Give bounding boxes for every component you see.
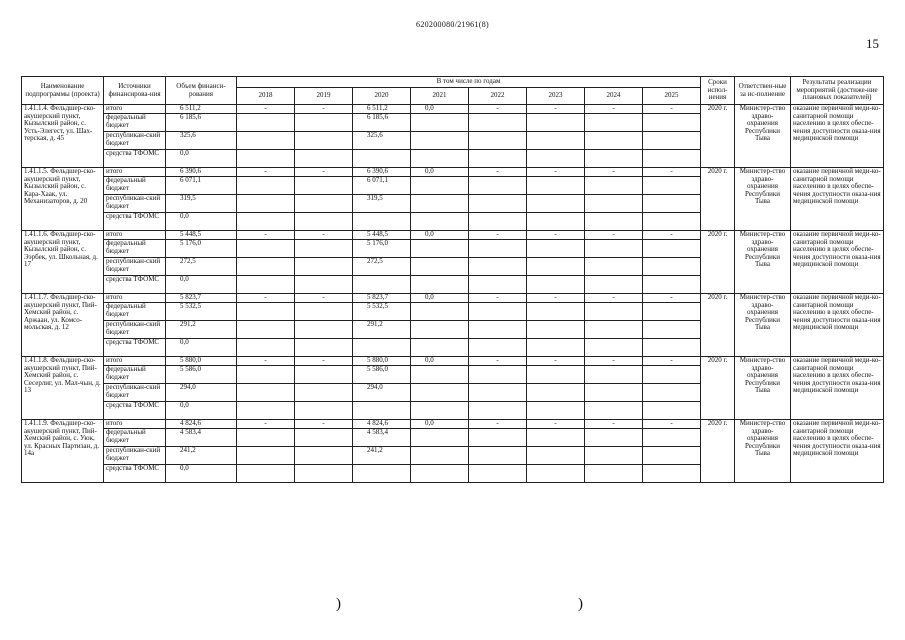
year-value-cell	[411, 177, 469, 195]
year-value-cell	[527, 177, 585, 195]
project-name-cell: 1.41.1.4. Фельдшер-ско-акушерский пункт, Кызылский район, с. Усть-Элегест, ул. Шах-терская, д. 45	[22, 105, 104, 168]
year-value-cell: 272,5	[353, 258, 411, 276]
volume-cell: 6 185,6	[166, 114, 237, 132]
year-value-cell	[643, 276, 701, 294]
result-cell: оказание первичной меди-ко-санитарной помощи населению в целях обеспе-чения доступности оказа-ния медицинской помощи	[791, 105, 884, 168]
header-year: 2018	[237, 88, 295, 105]
year-value-cell	[527, 150, 585, 168]
year-value-cell	[527, 132, 585, 150]
year-value-cell	[643, 258, 701, 276]
year-value-cell: -	[585, 294, 643, 303]
year-value-cell	[585, 321, 643, 339]
year-value-cell	[469, 177, 527, 195]
year-value-cell	[353, 339, 411, 357]
year-value-cell	[643, 213, 701, 231]
year-value-cell	[353, 402, 411, 420]
year-value-cell: -	[295, 357, 353, 366]
year-value-cell	[585, 465, 643, 483]
result-cell: оказание первичной меди-ко-санитарной помощи населению в целях обеспе-чения доступности оказа-ния медицинской помощи	[791, 420, 884, 483]
year-value-cell	[411, 114, 469, 132]
year-value-cell: 0,0	[411, 231, 469, 240]
source-cell: федеральный бюджет	[104, 366, 166, 384]
deadline-cell: 2020 г.	[701, 420, 735, 483]
year-value-cell	[585, 429, 643, 447]
header-year: 2025	[643, 88, 701, 105]
year-value-cell	[237, 240, 295, 258]
deadline-cell: 2020 г.	[701, 105, 735, 168]
year-value-cell	[295, 429, 353, 447]
year-value-cell: 5 586,0	[353, 366, 411, 384]
year-value-cell: -	[643, 294, 701, 303]
volume-cell: 0,0	[166, 150, 237, 168]
year-value-cell: -	[643, 420, 701, 429]
page-number: 15	[866, 36, 879, 51]
year-value-cell: -	[469, 168, 527, 177]
year-value-cell	[469, 258, 527, 276]
year-value-cell: 5 823,7	[353, 294, 411, 303]
table-row	[22, 231, 884, 240]
year-value-cell: 4 583,4	[353, 429, 411, 447]
table-row	[22, 168, 884, 177]
year-value-cell	[237, 465, 295, 483]
year-value-cell	[585, 402, 643, 420]
footer-mark: )	[336, 596, 341, 612]
year-value-cell	[643, 465, 701, 483]
year-value-cell	[295, 240, 353, 258]
year-value-cell	[643, 303, 701, 321]
year-value-cell	[585, 366, 643, 384]
year-value-cell: -	[237, 420, 295, 429]
year-value-cell	[527, 465, 585, 483]
volume-cell: 0,0	[166, 339, 237, 357]
year-value-cell: -	[295, 420, 353, 429]
year-value-cell: 6 071,1	[353, 177, 411, 195]
year-value-cell	[295, 465, 353, 483]
year-value-cell	[643, 240, 701, 258]
year-value-cell	[295, 384, 353, 402]
document-id: 620200080/21961(8)	[416, 20, 489, 29]
year-value-cell	[527, 384, 585, 402]
year-value-cell	[469, 195, 527, 213]
year-value-cell	[585, 213, 643, 231]
year-value-cell: -	[643, 357, 701, 366]
year-value-cell: -	[237, 357, 295, 366]
year-value-cell: -	[527, 294, 585, 303]
volume-cell: 0,0	[166, 465, 237, 483]
year-value-cell	[527, 429, 585, 447]
year-value-cell	[527, 402, 585, 420]
header-deadline: Сроки испол-нения	[701, 77, 735, 105]
volume-cell: 0,0	[166, 213, 237, 231]
year-value-cell	[643, 150, 701, 168]
year-value-cell	[411, 213, 469, 231]
year-value-cell	[585, 258, 643, 276]
year-value-cell: 291,2	[353, 321, 411, 339]
year-value-cell	[411, 240, 469, 258]
year-value-cell	[585, 195, 643, 213]
volume-cell: 6 390,6	[166, 168, 237, 177]
source-cell: итого	[104, 357, 166, 366]
year-value-cell: -	[585, 105, 643, 114]
year-value-cell	[527, 258, 585, 276]
deadline-cell: 2020 г.	[701, 231, 735, 294]
year-value-cell: -	[295, 294, 353, 303]
project-name-cell: 1.41.1.7. Фельдшер-ско-акушерский пункт, Пий-Хемский район, с. Аржаан, ул. Комсо-мольская, д. 12	[22, 294, 104, 357]
table-body	[22, 105, 884, 483]
year-value-cell: 0,0	[411, 294, 469, 303]
year-value-cell	[237, 402, 295, 420]
year-value-cell	[411, 402, 469, 420]
year-value-cell	[643, 366, 701, 384]
responsible-cell: Министер-ство здраво-охранения Республики Тыва	[735, 105, 791, 168]
year-value-cell: 6 390,6	[353, 168, 411, 177]
header-sources: Источники финансирова-ния	[104, 77, 166, 105]
year-value-cell	[469, 303, 527, 321]
year-value-cell: -	[237, 168, 295, 177]
responsible-cell: Министер-ство здраво-охранения Республики Тыва	[735, 231, 791, 294]
year-value-cell	[237, 429, 295, 447]
year-value-cell: -	[585, 168, 643, 177]
source-cell: республикан-ский бюджет	[104, 195, 166, 213]
year-value-cell	[295, 447, 353, 465]
volume-cell: 319,5	[166, 195, 237, 213]
year-value-cell	[527, 447, 585, 465]
year-value-cell	[643, 384, 701, 402]
year-value-cell	[295, 114, 353, 132]
year-value-cell	[469, 339, 527, 357]
year-value-cell	[469, 384, 527, 402]
volume-cell: 294,0	[166, 384, 237, 402]
year-value-cell	[527, 366, 585, 384]
year-value-cell	[411, 276, 469, 294]
project-name-cell: 1.41.1.6. Фельдшер-ско-акушерский пункт, Кызылский район, с. Ээрбек, ул. Школьная, д. 17	[22, 231, 104, 294]
volume-cell: 5 880,0	[166, 357, 237, 366]
year-value-cell	[527, 213, 585, 231]
year-value-cell	[469, 447, 527, 465]
year-value-cell	[585, 303, 643, 321]
year-value-cell	[527, 195, 585, 213]
year-value-cell: 5 880,0	[353, 357, 411, 366]
year-value-cell	[237, 132, 295, 150]
year-value-cell	[585, 384, 643, 402]
year-value-cell: 5 448,5	[353, 231, 411, 240]
year-value-cell: 6 511,2	[353, 105, 411, 114]
year-value-cell	[237, 366, 295, 384]
year-value-cell: 294,0	[353, 384, 411, 402]
year-value-cell: -	[237, 231, 295, 240]
year-value-cell	[237, 384, 295, 402]
source-cell: федеральный бюджет	[104, 177, 166, 195]
year-value-cell: 319,5	[353, 195, 411, 213]
deadline-cell: 2020 г.	[701, 294, 735, 357]
source-cell: средства ТФОМС	[104, 339, 166, 357]
year-value-cell: -	[527, 168, 585, 177]
volume-cell: 0,0	[166, 402, 237, 420]
source-cell: республикан-ский бюджет	[104, 132, 166, 150]
year-value-cell	[469, 321, 527, 339]
source-cell: федеральный бюджет	[104, 114, 166, 132]
responsible-cell: Министер-ство здраво-охранения Республики Тыва	[735, 420, 791, 483]
year-value-cell	[411, 429, 469, 447]
year-value-cell: -	[469, 420, 527, 429]
year-value-cell	[469, 276, 527, 294]
year-value-cell	[237, 258, 295, 276]
year-value-cell	[411, 384, 469, 402]
deadline-cell: 2020 г.	[701, 357, 735, 420]
year-value-cell	[295, 321, 353, 339]
project-name-cell: 1.41.1.9. Фельдшер-ско-акушерский пункт, Пий-Хемский район, с. Уюк, ул. Красных Партизан, д. 14а	[22, 420, 104, 483]
year-value-cell	[411, 447, 469, 465]
year-value-cell: 5 532,5	[353, 303, 411, 321]
year-value-cell: -	[469, 231, 527, 240]
table-row	[22, 294, 884, 303]
year-value-cell	[527, 240, 585, 258]
source-cell: республикан-ский бюджет	[104, 447, 166, 465]
volume-cell: 5 448,5	[166, 231, 237, 240]
year-value-cell	[643, 447, 701, 465]
year-value-cell	[411, 303, 469, 321]
source-cell: средства ТФОМС	[104, 150, 166, 168]
year-value-cell	[237, 276, 295, 294]
source-cell: республикан-ский бюджет	[104, 321, 166, 339]
volume-cell: 0,0	[166, 276, 237, 294]
year-value-cell: -	[237, 105, 295, 114]
header-year: 2023	[527, 88, 585, 105]
financing-table	[21, 76, 884, 483]
responsible-cell: Министер-ство здраво-охранения Республики Тыва	[735, 168, 791, 231]
year-value-cell	[585, 240, 643, 258]
source-cell: итого	[104, 420, 166, 429]
source-cell: федеральный бюджет	[104, 240, 166, 258]
table-row	[22, 357, 884, 366]
source-cell: федеральный бюджет	[104, 303, 166, 321]
year-value-cell: -	[295, 105, 353, 114]
year-value-cell	[411, 465, 469, 483]
year-value-cell	[295, 132, 353, 150]
year-value-cell	[411, 339, 469, 357]
year-value-cell	[585, 132, 643, 150]
header-name: Наименование подпрограммы (проекта)	[22, 77, 104, 105]
year-value-cell: -	[469, 105, 527, 114]
year-value-cell	[295, 177, 353, 195]
year-value-cell	[469, 429, 527, 447]
year-value-cell	[643, 339, 701, 357]
header-year: 2020	[353, 88, 411, 105]
volume-cell: 5 823,7	[166, 294, 237, 303]
year-value-cell: -	[469, 294, 527, 303]
volume-cell: 5 586,0	[166, 366, 237, 384]
year-value-cell	[585, 339, 643, 357]
year-value-cell	[295, 402, 353, 420]
source-cell: средства ТФОМС	[104, 213, 166, 231]
result-cell: оказание первичной меди-ко-санитарной помощи населению в целях обеспе-чения доступности оказа-ния медицинской помощи	[791, 168, 884, 231]
year-value-cell	[643, 195, 701, 213]
year-value-cell: -	[295, 231, 353, 240]
project-name-cell: 1.41.1.5. Фельдшер-ско-акушерский пункт, Кызылский район, с. Кара-Хаак, ул. Механизаторов, д. 20	[22, 168, 104, 231]
source-cell: республикан-ский бюджет	[104, 384, 166, 402]
table-row	[22, 105, 884, 114]
year-value-cell	[469, 402, 527, 420]
year-value-cell: -	[585, 357, 643, 366]
year-value-cell	[469, 150, 527, 168]
year-value-cell	[237, 339, 295, 357]
source-cell: средства ТФОМС	[104, 402, 166, 420]
year-value-cell	[295, 303, 353, 321]
header-results: Результаты реализации мероприятий (достиже-ние плановых показателей)	[791, 77, 884, 105]
source-cell: средства ТФОМС	[104, 465, 166, 483]
year-value-cell	[585, 114, 643, 132]
year-value-cell	[237, 114, 295, 132]
year-value-cell: -	[527, 231, 585, 240]
volume-cell: 6 511,2	[166, 105, 237, 114]
year-value-cell	[237, 150, 295, 168]
source-cell: федеральный бюджет	[104, 429, 166, 447]
source-cell: итого	[104, 231, 166, 240]
responsible-cell: Министер-ство здраво-охранения Республики Тыва	[735, 357, 791, 420]
year-value-cell	[353, 465, 411, 483]
volume-cell: 272,5	[166, 258, 237, 276]
year-value-cell	[527, 339, 585, 357]
result-cell: оказание первичной меди-ко-санитарной помощи населению в целях обеспе-чения доступности оказа-ния медицинской помощи	[791, 294, 884, 357]
year-value-cell	[643, 402, 701, 420]
year-value-cell: 6 185,6	[353, 114, 411, 132]
year-value-cell: 0,0	[411, 105, 469, 114]
year-value-cell: -	[295, 168, 353, 177]
header-year: 2024	[585, 88, 643, 105]
header-by-years: В том числе по годам	[237, 77, 701, 88]
year-value-cell	[527, 303, 585, 321]
year-value-cell	[353, 213, 411, 231]
year-value-cell	[411, 132, 469, 150]
year-value-cell	[469, 366, 527, 384]
footer-mark: )	[578, 596, 583, 612]
year-value-cell: -	[237, 294, 295, 303]
result-cell: оказание первичной меди-ко-санитарной помощи населению в целях обеспе-чения доступности оказа-ния медицинской помощи	[791, 357, 884, 420]
year-value-cell	[295, 258, 353, 276]
year-value-cell	[411, 195, 469, 213]
year-value-cell	[643, 132, 701, 150]
year-value-cell: -	[527, 420, 585, 429]
year-value-cell: -	[585, 420, 643, 429]
year-value-cell	[527, 114, 585, 132]
year-value-cell	[643, 429, 701, 447]
source-cell: средства ТФОМС	[104, 276, 166, 294]
year-value-cell: 0,0	[411, 357, 469, 366]
volume-cell: 325,6	[166, 132, 237, 150]
year-value-cell	[295, 150, 353, 168]
year-value-cell	[527, 276, 585, 294]
volume-cell: 5 176,0	[166, 240, 237, 258]
year-value-cell	[237, 195, 295, 213]
year-value-cell	[469, 465, 527, 483]
year-value-cell	[295, 339, 353, 357]
year-value-cell: -	[643, 105, 701, 114]
year-value-cell	[469, 114, 527, 132]
year-value-cell: 0,0	[411, 168, 469, 177]
year-value-cell	[295, 366, 353, 384]
table-row	[22, 420, 884, 429]
volume-cell: 4 583,4	[166, 429, 237, 447]
year-value-cell	[585, 276, 643, 294]
year-value-cell	[295, 276, 353, 294]
year-value-cell: -	[585, 231, 643, 240]
header-responsible: Ответствен-ные за ис-полнение	[735, 77, 791, 105]
year-value-cell: -	[643, 168, 701, 177]
year-value-cell	[469, 132, 527, 150]
year-value-cell	[469, 213, 527, 231]
year-value-cell	[237, 213, 295, 231]
year-value-cell	[643, 321, 701, 339]
year-value-cell	[585, 177, 643, 195]
year-value-cell	[469, 240, 527, 258]
year-value-cell: 4 824,6	[353, 420, 411, 429]
year-value-cell: 325,6	[353, 132, 411, 150]
year-value-cell	[643, 114, 701, 132]
year-value-cell	[237, 303, 295, 321]
year-value-cell	[527, 321, 585, 339]
header-volume: Объем финанси-рования	[166, 77, 237, 105]
header-year: 2019	[295, 88, 353, 105]
deadline-cell: 2020 г.	[701, 168, 735, 231]
result-cell: оказание первичной меди-ко-санитарной помощи населению в целях обеспе-чения доступности оказа-ния медицинской помощи	[791, 231, 884, 294]
year-value-cell: 5 176,0	[353, 240, 411, 258]
volume-cell: 6 071,1	[166, 177, 237, 195]
year-value-cell	[237, 447, 295, 465]
year-value-cell: -	[469, 357, 527, 366]
volume-cell: 5 532,5	[166, 303, 237, 321]
source-cell: итого	[104, 294, 166, 303]
year-value-cell	[643, 177, 701, 195]
year-value-cell	[237, 177, 295, 195]
header-year: 2022	[469, 88, 527, 105]
year-value-cell	[237, 321, 295, 339]
responsible-cell: Министер-ство здраво-охранения Республики Тыва	[735, 294, 791, 357]
volume-cell: 4 824,6	[166, 420, 237, 429]
year-value-cell	[411, 150, 469, 168]
project-name-cell: 1.41.1.8. Фельдшер-ско-акушерский пункт, Пий-Хемский район, с. Сесерлиг, ул. Мал-чын, д. 13	[22, 357, 104, 420]
year-value-cell	[295, 195, 353, 213]
year-value-cell	[353, 150, 411, 168]
source-cell: итого	[104, 168, 166, 177]
year-value-cell	[411, 258, 469, 276]
year-value-cell	[295, 213, 353, 231]
year-value-cell: 0,0	[411, 420, 469, 429]
year-value-cell	[353, 276, 411, 294]
year-value-cell: -	[527, 105, 585, 114]
year-value-cell: -	[643, 231, 701, 240]
year-value-cell: -	[527, 357, 585, 366]
year-value-cell	[411, 366, 469, 384]
year-value-cell: 241,2	[353, 447, 411, 465]
source-cell: итого	[104, 105, 166, 114]
year-value-cell	[411, 321, 469, 339]
volume-cell: 291,2	[166, 321, 237, 339]
year-value-cell	[585, 447, 643, 465]
year-value-cell	[585, 150, 643, 168]
volume-cell: 241,2	[166, 447, 237, 465]
header-year: 2021	[411, 88, 469, 105]
source-cell: республикан-ский бюджет	[104, 258, 166, 276]
